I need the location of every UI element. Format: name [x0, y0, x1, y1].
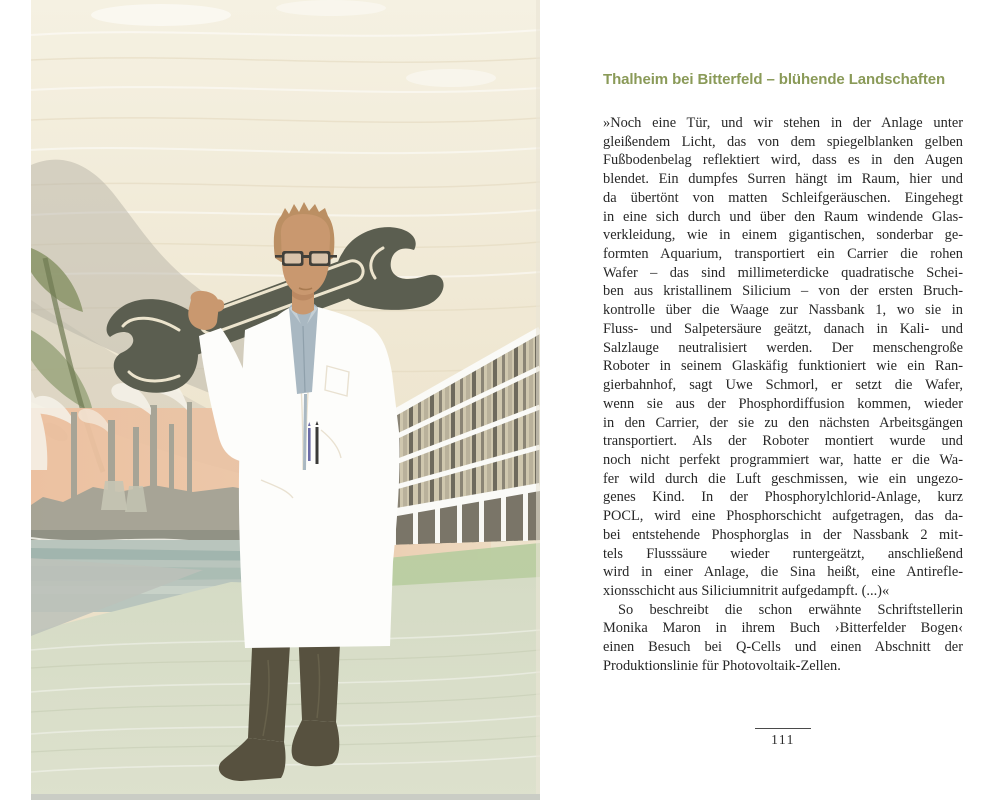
text-line: So beschreibt die schon erwähnte Schriftstellerin — [618, 601, 963, 618]
text-line: noch nicht perfekt programmiert war, hatte er die Wa- — [603, 451, 963, 468]
text-line: formten Aquarium, transportiert ein Carrier die rohen — [603, 246, 963, 263]
footer-rule — [755, 728, 811, 729]
text-line: wird in einer Anlage, die Sina heißt, eine Antirefle- — [603, 564, 963, 581]
text-line: Roboter in seinem Glaskäfig funktioniert wie ein Ran- — [603, 358, 963, 375]
text-line: POCL, wird eine Phosphorschicht aufgetragen, das da- — [603, 508, 963, 525]
text-line: Fluss- und Salpetersäure geätzt, danach in Kali- und — [603, 320, 963, 337]
closing-paragraph — [603, 601, 963, 676]
text-line: ben aus kristallinem Silicium – von der ersten Bruch- — [603, 283, 963, 300]
page-number: 111 — [771, 732, 795, 747]
text-line: bei entstehende Phosphorglas in der Nassbank 2 mit- — [603, 526, 963, 543]
text-line: genes Kind. In der Phosphorylchlorid-Anlage, kurz — [603, 489, 963, 506]
body-text — [603, 114, 963, 676]
text-line: Monika Maron in ihrem Buch ›Bitterfelder Bogen‹ — [603, 620, 963, 637]
text-line: einen Besuch bei Q-Cells und einen Abschnitt der — [603, 639, 963, 656]
text-line: verkleidung, wie in einem gigantischen, sonderbar ge- — [603, 227, 963, 244]
page-footer — [603, 728, 963, 748]
text-line: Salzlauge neutralisiert werden. Der menschengroße — [603, 339, 963, 356]
quote-paragraph — [603, 114, 963, 601]
text-line: Fußbodenbelag reflektiert wird, dass es in den Augen — [603, 152, 963, 169]
page-bottom-edge — [31, 794, 540, 800]
text-page — [603, 0, 963, 800]
chapter-heading: Thalheim bei Bitterfeld – blühende Landschaften — [603, 71, 946, 88]
text-line: da übertönt von matten Schleifgeräuschen. Eingehegt — [603, 189, 963, 206]
lab-coat — [239, 306, 400, 648]
text-line: blendet. Ein dumpfes Surren hängt im Raum, hier und — [603, 171, 963, 188]
text-line: transportiert. Als der Roboter montiert wurde und — [603, 433, 963, 450]
text-line: in eine sich durch und über den Raum windende Glas- — [603, 208, 963, 225]
text-line: Wafer – das sind millimeterdicke quadratische Schei- — [603, 264, 963, 281]
illustration-panel — [31, 0, 540, 800]
text-line: fer wild durch die Luft geschmissen, wie ein ungezo- — [603, 470, 963, 487]
text-line: xionsschicht aus Siliciumnitrit aufgedampft. (...)« — [603, 582, 890, 599]
text-line: gierbahnhof, sagt Uwe Schmorl, er setzt die Wafer, — [603, 377, 963, 394]
text-line: kontrolle über die Waage zur Nassbank 1, wo sie in — [603, 302, 963, 319]
page-right-edge — [536, 0, 540, 794]
text-line: in den Carrier, der sie zu den nächsten Arbeitsgängen — [603, 414, 963, 431]
text-line: wenn sie aus der Phosphordiffusion kommen, wieder — [603, 395, 963, 412]
text-line: gleißendem Licht, das von dem spiegelblanken gelben — [603, 133, 963, 150]
text-line: Produktionslinie für Photovoltaik-Zellen. — [603, 657, 841, 674]
text-line: tels Flusssäure wieder runtergeätzt, anschließend — [603, 545, 963, 562]
text-line: »Noch eine Tür, und wir stehen in der Anlage unter — [603, 115, 963, 131]
